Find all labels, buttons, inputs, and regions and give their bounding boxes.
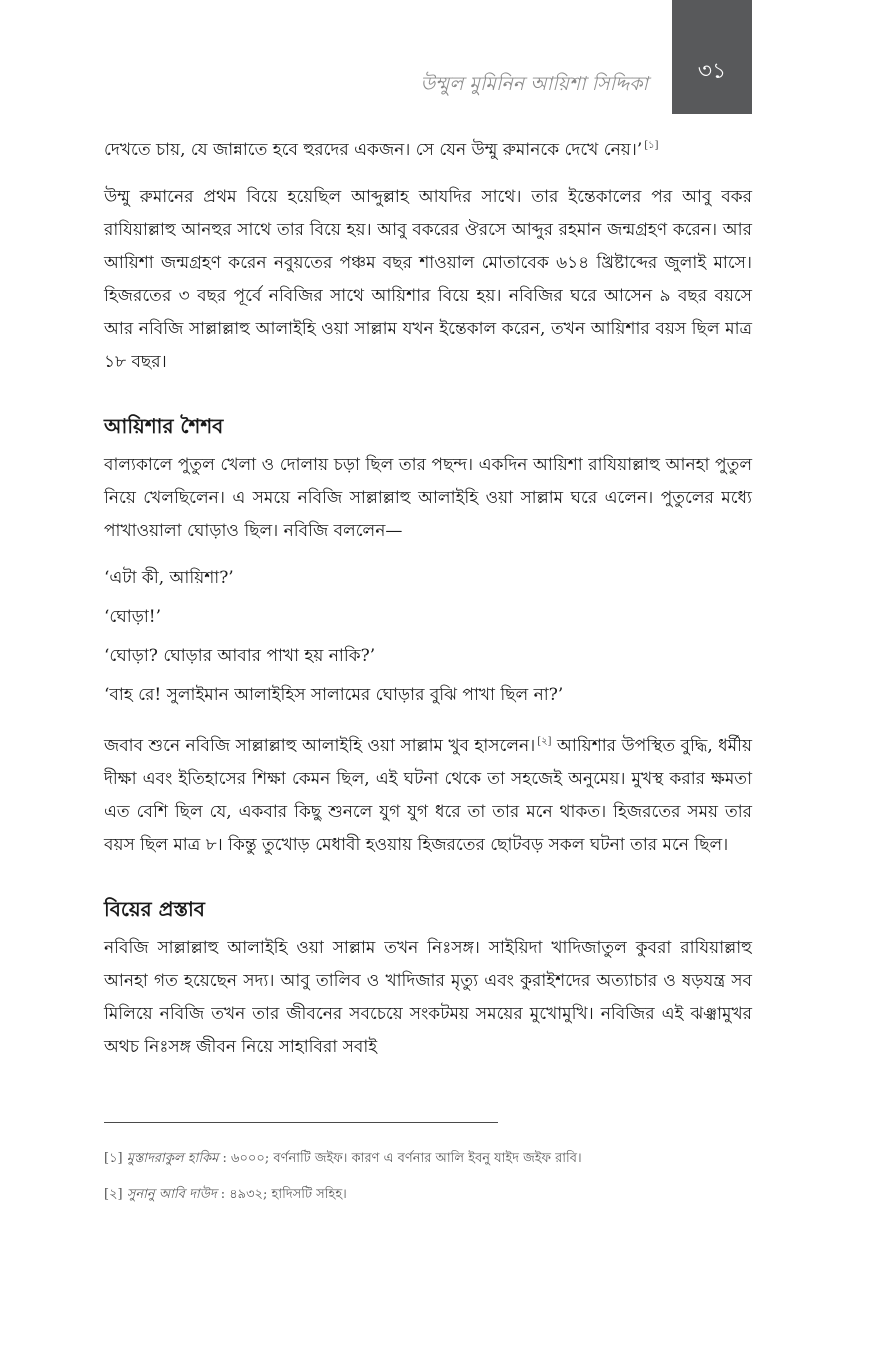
page-body [104,134,752,1078]
page-number: ৩১ [697,58,727,84]
dialog-line-2: ‘ঘোড়া!’ [104,607,162,627]
paragraph-4-text-b: আয়িশার উপস্থিত বুদ্ধি, ধর্মীয় দীক্ষা এবং ইতিহাসের শিক্ষা কেমন ছিল, এই ঘটনা থেকে তা সহজেই অনুমেয়। মুখস্থ করার ক্ষমতা এত বেশি ছিল যে, একবার কিছু শুনলে যুগ যুগ ধরে তা তার মনে থাকত। হিজরতের সময় তার বয়স ছিল মাত্র ৮। কিন্তু তুখোড় মেধাবী হওয়ায় হিজরতের ছোটবড় সকল ঘটনা তার মনে ছিল। [104,736,752,855]
paragraph-1 [104,134,752,167]
running-title: উম্মুল মুমিনিন আয়িশা সিদ্দিকা [420,73,648,95]
paragraph-5: নবিজি সাল্লাল্লাহু আলাইহি ওয়া সাল্লাম তখন নিঃসঙ্গ। সাইয়িদা খাদিজাতুল কুবরা রাযিয়াল্লাহু আনহা গত হয়েছেন সদ্য। আবু তালিব ও খাদিজার মৃত্যু এবং কুরাইশদের অত্যাচার ও ষড়যন্ত্র সব মিলিয়ে নবিজি তখন তার জীবনের সবচেয়ে সংকটময় সময়ের মুখোমুখি। নবিজির এই ঝঞ্ঝামুখর অথচ নিঃসঙ্গ জীবন নিয়ে সাহাবিরা সবাই [104,938,752,1057]
page-number-tab [672,0,752,114]
paragraph-4-text-a: জবাব শুনে নবিজি সাল্লাল্লাহু আলাইহি ওয়া সাল্লাম খুব হাসলেন। [104,736,536,756]
footnote-2-marker: [২] [104,1187,123,1202]
footnote-2-text: : ৪৯৩২; হাদিসটি সহিহ। [216,1187,347,1202]
paragraph-3: বাল্যকালে পুতুল খেলা ও দোলায় চড়া ছিল তার পছন্দ। একদিন আয়িশা রাযিয়াল্লাহু আনহা পুতুল নিয়ে খেলছিলেন। এ সময়ে নবিজি সাল্লাল্লাহু আলাইহি ওয়া সাল্লাম ঘরে এলেন। পুতুলের মধ্যে পাখাওয়ালা ঘোড়াও ছিল। নবিজি বললেন— [104,455,752,541]
section-heading-childhood: আয়িশার শৈশব [104,414,224,438]
footnote-ref-2[interactable]: [২] [537,736,552,747]
dialog-line-4: ‘বাহ রে! সুলাইমান আলাইহিস সালামের ঘোড়ার বুঝি পাখা ছিল না?’ [104,685,564,705]
footnote-1-marker: [১] [104,1151,123,1166]
paragraph-1-text: দেখতে চায়, যে জান্নাতে হবে হুরদের একজন। সে যেন উম্মু রুমানকে দেখে নেয়।’ [104,140,643,160]
section-heading-proposal: বিয়ের প্রস্তাব [104,897,205,921]
paragraph-4 [104,730,752,862]
footnote-1-text: : ৬০০০; বর্ণনাটি জইফ। কারণ এ বর্ণনার আলি ইবনু যাইদ জইফ রাবি। [218,1151,582,1166]
dialog-line-1: ‘এটা কী, আয়িশা?’ [104,568,234,588]
footnotes [104,1146,752,1218]
footnote-2-source: সুনানু আবি দাউদ [126,1187,217,1202]
dialog-line-3: ‘ঘোড়া? ঘোড়ার আবার পাখা হয় নাকি?’ [104,646,376,666]
footnote-1 [104,1146,752,1172]
paragraph-2: উম্মু রুমানের প্রথম বিয়ে হয়েছিল আব্দুল্লাহ আযদির সাথে। তার ইন্তেকালের পর আবু বকর রাযিয়াল্লাহু আনহুর সাথে তার বিয়ে হয়। আবু বকরের ঔরসে আব্দুর রহমান জন্মগ্রহণ করেন। আর আয়িশা জন্মগ্রহণ করেন নবুয়তের পঞ্চম বছর শাওয়াল মোতাবেক ৬১৪ খ্রিষ্টাব্দের জুলাই মাসে। হিজরতের ৩ বছর পূর্বে নবিজির সাথে আয়িশার বিয়ে হয়। নবিজির ঘরে আসেন ৯ বছর বয়সে আর নবিজি সাল্লাল্লাহু আলাইহি ওয়া সাল্লাম যখন ইন্তেকাল করেন, তখন আয়িশার বয়স ছিল মাত্র ১৮ বছর। [104,187,752,372]
footnote-1-source: মুস্তাদরাকুল হাকিম [126,1151,219,1166]
footnote-2 [104,1182,752,1208]
footnote-ref-1[interactable]: [১] [644,140,659,151]
footnote-divider [104,1122,498,1123]
